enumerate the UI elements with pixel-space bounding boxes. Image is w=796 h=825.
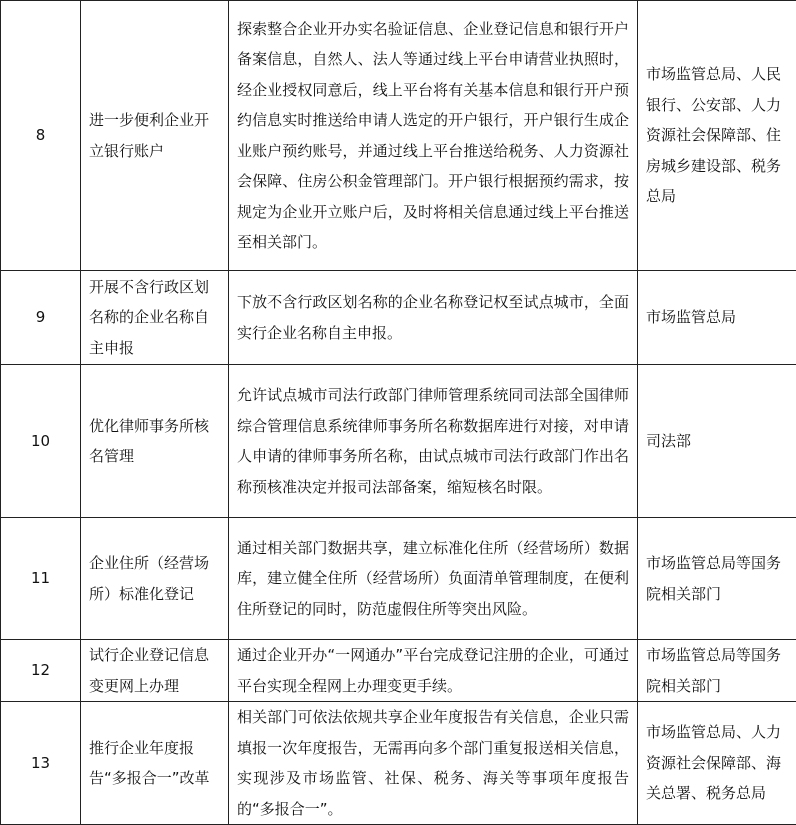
reform-content: 通过企业开办“一网通办”平台完成登记注册的企业，可通过平台实现全程网上办理变更手续。 [229, 640, 638, 702]
table-row [1, 1, 796, 271]
reform-content: 下放不含行政区划名称的企业名称登记权至试点城市，全面实行企业名称自主申报。 [229, 271, 638, 365]
responsible-department: 司法部 [638, 365, 796, 518]
reform-content: 允许试点城市司法行政部门律师管理系统同司法部全国律师综合管理信息系统律师事务所名称数据库进行对接，对申请人申请的律师事务所名称，由试点城市司法行政部门作出名称预核准决定并报司法部备案，缩短核名时限。 [229, 365, 638, 518]
row-number: 12 [1, 640, 81, 702]
reform-item: 进一步便利企业开立银行账户 [81, 1, 229, 271]
reform-content: 探索整合企业开办实名验证信息、企业登记信息和银行开户备案信息，自然人、法人等通过线上平台申请营业执照时，经企业授权同意后，线上平台将有关基本信息和银行开户预约信息实时推送给申请人选定的开户银行，开户银行生成企业账户预约账号，并通过线上平台推送给税务、人力资源社会保障、住房公积金管理部门。开户银行根据预约需求，按规定为企业开立账户后，及时将相关信息通过线上平台推送至相关部门。 [229, 1, 638, 271]
reform-item: 推行企业年度报告“多报合一”改革 [81, 702, 229, 825]
policy-table-body [1, 1, 796, 825]
reform-item: 企业住所（经营场所）标准化登记 [81, 518, 229, 640]
responsible-department: 市场监管总局、人民银行、公安部、人力资源社会保障部、住房城乡建设部、税务总局 [638, 1, 796, 271]
table-row [1, 518, 796, 640]
row-number: 8 [1, 1, 81, 271]
responsible-department: 市场监管总局等国务院相关部门 [638, 518, 796, 640]
row-number: 9 [1, 271, 81, 365]
reform-content: 通过相关部门数据共享，建立标准化住所（经营场所）数据库，建立健全住所（经营场所）负面清单管理制度，在便利住所登记的同时，防范虚假住所等突出风险。 [229, 518, 638, 640]
responsible-department: 市场监管总局、人力资源社会保障部、海关总署、税务总局 [638, 702, 796, 825]
row-number: 11 [1, 518, 81, 640]
row-number: 10 [1, 365, 81, 518]
reform-item: 试行企业登记信息变更网上办理 [81, 640, 229, 702]
reform-item: 开展不含行政区划名称的企业名称自主申报 [81, 271, 229, 365]
table-row [1, 365, 796, 518]
reform-content: 相关部门可依法依规共享企业年度报告有关信息，企业只需填报一次年度报告，无需再向多个部门重复报送相关信息，实现涉及市场监管、社保、税务、海关等事项年度报告的“多报合一”。 [229, 702, 638, 825]
responsible-department: 市场监管总局等国务院相关部门 [638, 640, 796, 702]
reform-item: 优化律师事务所核名管理 [81, 365, 229, 518]
table-row [1, 271, 796, 365]
table-row [1, 640, 796, 702]
responsible-department: 市场监管总局 [638, 271, 796, 365]
table-row [1, 702, 796, 825]
row-number: 13 [1, 702, 81, 825]
